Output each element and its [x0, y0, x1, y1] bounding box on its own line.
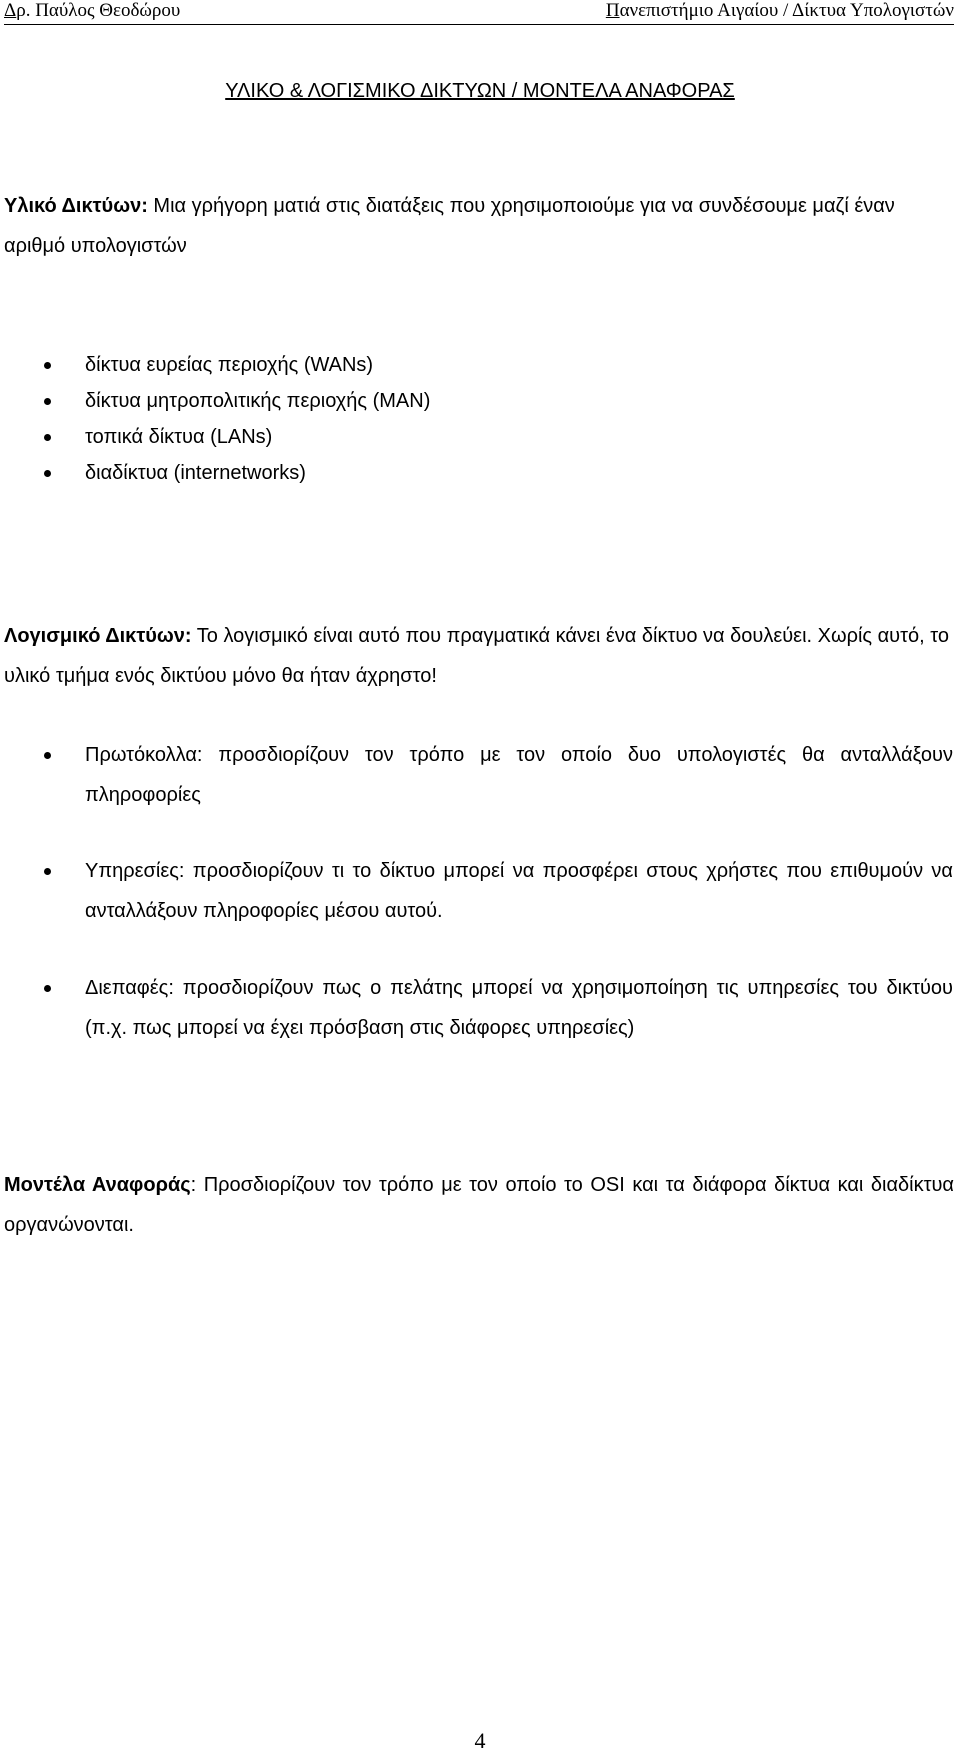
- page-header: [4, 0, 954, 25]
- software-term: Λογισμικό Δικτύων:: [4, 625, 192, 647]
- bullet-icon: [44, 398, 51, 405]
- software-text: Το λογισμικό είναι αυτό που πραγματικά κάνει ένα δίκτυο να δουλεύει. Χωρίς αυτό, το υλικό τμήμα ενός δικτύου μόνο θα ήταν άχρηστο!: [4, 625, 949, 687]
- hardware-term: Υλικό Δικτύων:: [4, 195, 148, 217]
- list-item: [0, 350, 430, 386]
- software-item-services: Υπηρεσίες: προσδιορίζουν τι το δίκτυο μπορεί να προσφέρει στους χρήστες που επιθυμούν να ανταλλάξουν πληροφορίες μέσου αυτού.: [85, 860, 953, 922]
- reference-models-text: : Προσδιορίζουν τον τρόπο με τον οποίο το OSI και τα διάφορα δίκτυα και διαδίκτυα οργανώνονται.: [4, 1174, 954, 1236]
- reference-models-term: Μοντέλα Αναφοράς: [4, 1174, 191, 1196]
- list-item-text: τοπικά δίκτυα (LANs): [85, 426, 273, 448]
- bullet-icon: [44, 985, 51, 992]
- bullet-icon: [44, 434, 51, 441]
- list-item: [0, 422, 430, 458]
- page-number: 4: [474, 1728, 486, 1753]
- hardware-list: [0, 350, 430, 494]
- bullet-icon: [44, 868, 51, 875]
- list-item: [0, 458, 430, 494]
- bullet-icon: [44, 362, 51, 369]
- header-author: Δρ. Παύλος Θεοδώρου: [4, 0, 181, 21]
- software-item-interfaces: Διεπαφές: προσδιορίζουν πως ο πελάτης μπορεί να χρησιμοποίηση τις υπηρεσίες του δικτύου (π.χ. πως μπορεί να έχει πρόσβαση στις διάφορες υπηρεσίες): [85, 977, 953, 1039]
- header-course: Πανεπιστήμιο Αιγαίου / Δίκτυα Υπολογιστών: [605, 0, 954, 21]
- bullet-icon: [44, 752, 51, 759]
- hardware-text: Μια γρήγορη ματιά στις διατάξεις που χρησιμοποιούμε για να συνδέσουμε μαζί έναν αριθμό υπολογιστών: [4, 195, 895, 257]
- document-title: ΥΛΙΚΟ & ΛΟΓΙΣΜΙΚΟ ΔΙΚΤΥΩΝ / ΜΟΝΤΕΛΑ ΑΝΑΦΟΡΑΣ: [225, 80, 735, 102]
- software-paragraph: [4, 616, 954, 696]
- list-item-text: δίκτυα μητροπολιτικής περιοχής (MAN): [85, 390, 431, 412]
- bullet-icon: [44, 470, 51, 477]
- list-item-text: διαδίκτυα (internetworks): [85, 462, 306, 484]
- reference-models-paragraph: [4, 1165, 954, 1245]
- hardware-paragraph: [4, 186, 954, 266]
- list-item: [0, 386, 430, 422]
- list-item-text: δίκτυα ευρείας περιοχής (WANs): [85, 354, 374, 376]
- software-item-protocols: Πρωτόκολλα: προσδιορίζουν τον τρόπο με τον οποίο δυο υπολογιστές θα ανταλλάξουν πληροφορίες: [85, 744, 953, 806]
